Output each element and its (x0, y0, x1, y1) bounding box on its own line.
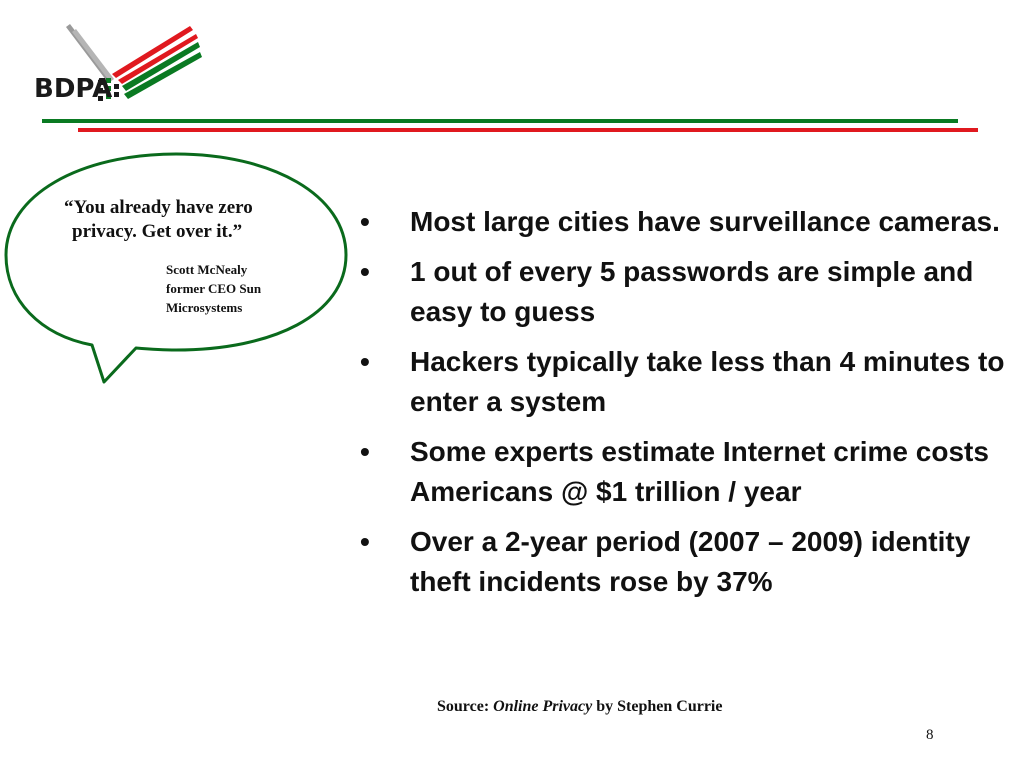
bullet-list (356, 202, 1006, 612)
source-suffix: by Stephen Currie (592, 698, 723, 715)
bullet-icon: • (360, 436, 370, 467)
bullet-text: Most large cities have surveillance cameras. (410, 206, 1000, 237)
bdpa-logo (30, 22, 210, 114)
quote-line-1: “You already have zero (64, 197, 253, 218)
list-item (356, 432, 1006, 512)
source-citation (437, 698, 722, 716)
source-title: Online Privacy (493, 698, 593, 715)
page-number: 8 (926, 727, 934, 743)
logo-text: BDPA (34, 74, 113, 104)
bullet-text: Over a 2-year period (2007 – 2009) identity theft incidents rose by 37% (410, 526, 971, 597)
source-prefix: Source: (437, 698, 494, 715)
quote-line-2: privacy. Get over it.” (72, 221, 243, 242)
bullet-icon: • (360, 346, 370, 377)
attribution-line-3: Microsystems (166, 300, 243, 315)
list-item (356, 342, 1006, 422)
list-item (356, 252, 1006, 332)
quote-text (52, 196, 332, 244)
bullet-text: 1 out of every 5 passwords are simple and easy to guess (410, 256, 974, 327)
header-rule-red (78, 128, 978, 132)
bullet-icon: • (360, 206, 370, 237)
attribution-line-2: former CEO Sun (166, 281, 262, 296)
bullet-icon: • (360, 526, 370, 557)
attribution-line-1: Scott McNealy (166, 262, 248, 277)
bullet-text: Some experts estimate Internet crime costs Americans @ $1 trillion / year (410, 436, 989, 507)
quote-attribution (166, 260, 261, 317)
bullet-text: Hackers typically take less than 4 minutes to enter a system (410, 346, 1005, 417)
bullet-icon: • (360, 256, 370, 287)
list-item (356, 202, 1006, 242)
header-rule-green (42, 119, 958, 123)
list-item (356, 522, 1006, 602)
